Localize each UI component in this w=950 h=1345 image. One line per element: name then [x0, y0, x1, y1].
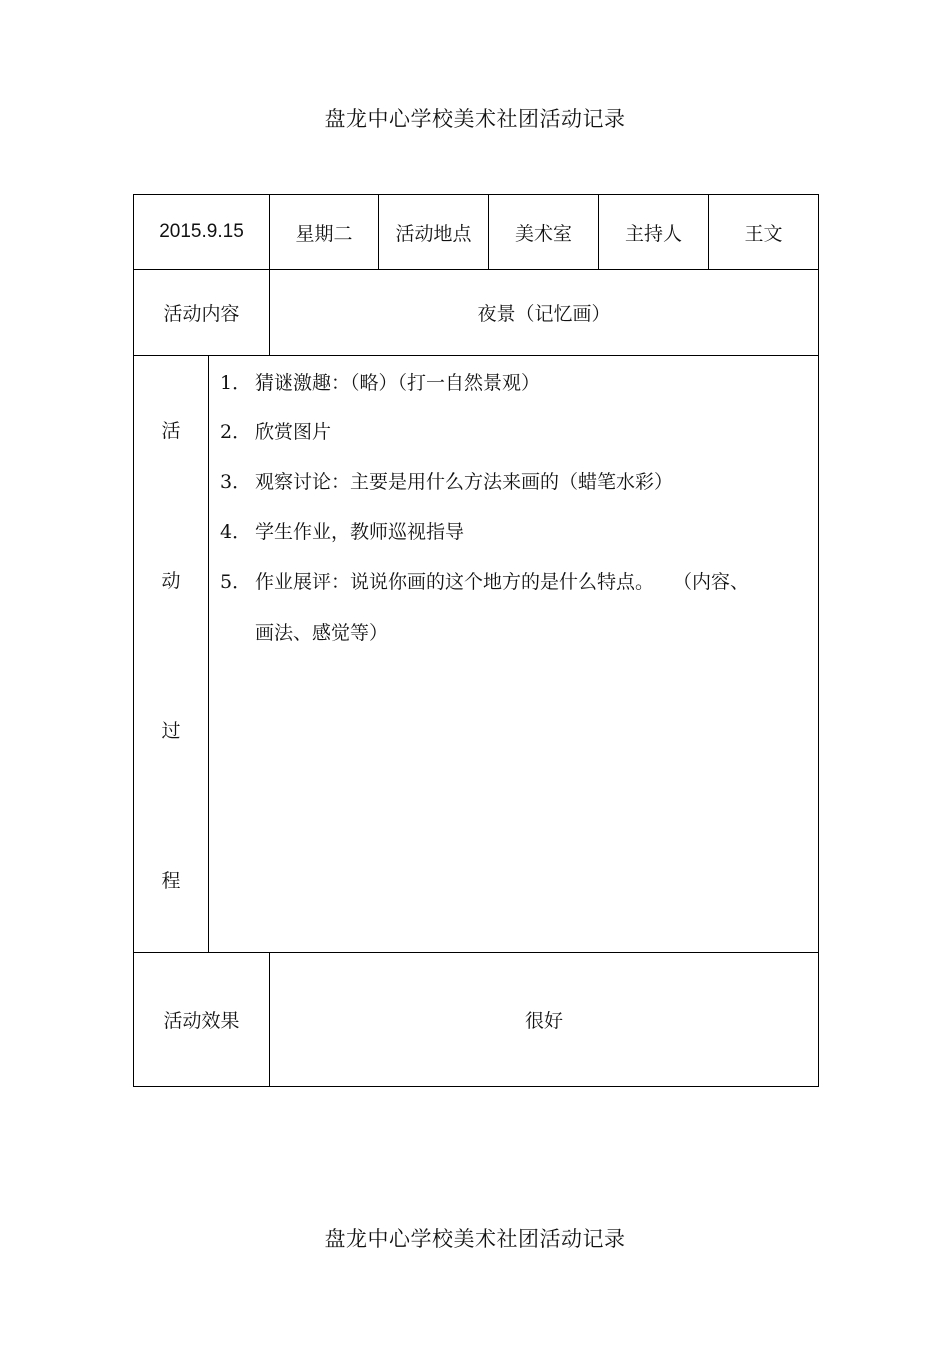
step-text: 观察讨论：主要是用什么方法来画的（蜡笔水彩） [255, 471, 674, 493]
process-label-char: 活 [161, 420, 181, 442]
content-value: 夜景（记忆画） [477, 303, 611, 325]
weekday-cell: 星期二 [295, 222, 353, 245]
date-cell: 2015.9.15 [159, 221, 244, 242]
effect-value: 很好 [524, 1010, 563, 1032]
host-value: 王文 [744, 222, 783, 245]
process-label-char: 过 [161, 720, 181, 742]
process-step [220, 417, 331, 444]
step-text: 猜谜激趣：（略）（打一自然景观） [255, 372, 541, 394]
step-number: 2． [220, 421, 252, 443]
step-number: 4． [220, 521, 252, 543]
effect-label: 活动效果 [163, 1010, 240, 1032]
process-label-char: 动 [161, 570, 181, 592]
content-label: 活动内容 [163, 303, 240, 325]
process-step [220, 467, 673, 494]
page-title: 盘龙中心学校美术社团活动记录 [324, 107, 626, 131]
step-text: 作业展评：说说你画的这个地方的是什么特点。 （内容、 [255, 571, 750, 593]
process-step-continuation: 画法、感觉等） [255, 622, 389, 644]
step-number: 3． [220, 471, 252, 493]
step-number: 5． [220, 571, 252, 593]
location-label: 活动地点 [395, 222, 472, 245]
process-step [220, 517, 464, 544]
process-step [220, 368, 540, 395]
step-number: 1． [220, 372, 252, 394]
page-title-repeat: 盘龙中心学校美术社团活动记录 [324, 1227, 626, 1251]
process-label-char: 程 [161, 870, 181, 892]
process-step [220, 567, 749, 594]
host-label: 主持人 [624, 222, 682, 245]
location-value: 美术室 [514, 222, 572, 245]
step-text: 学生作业，教师巡视指导 [255, 521, 465, 543]
step-text: 欣赏图片 [255, 421, 332, 443]
